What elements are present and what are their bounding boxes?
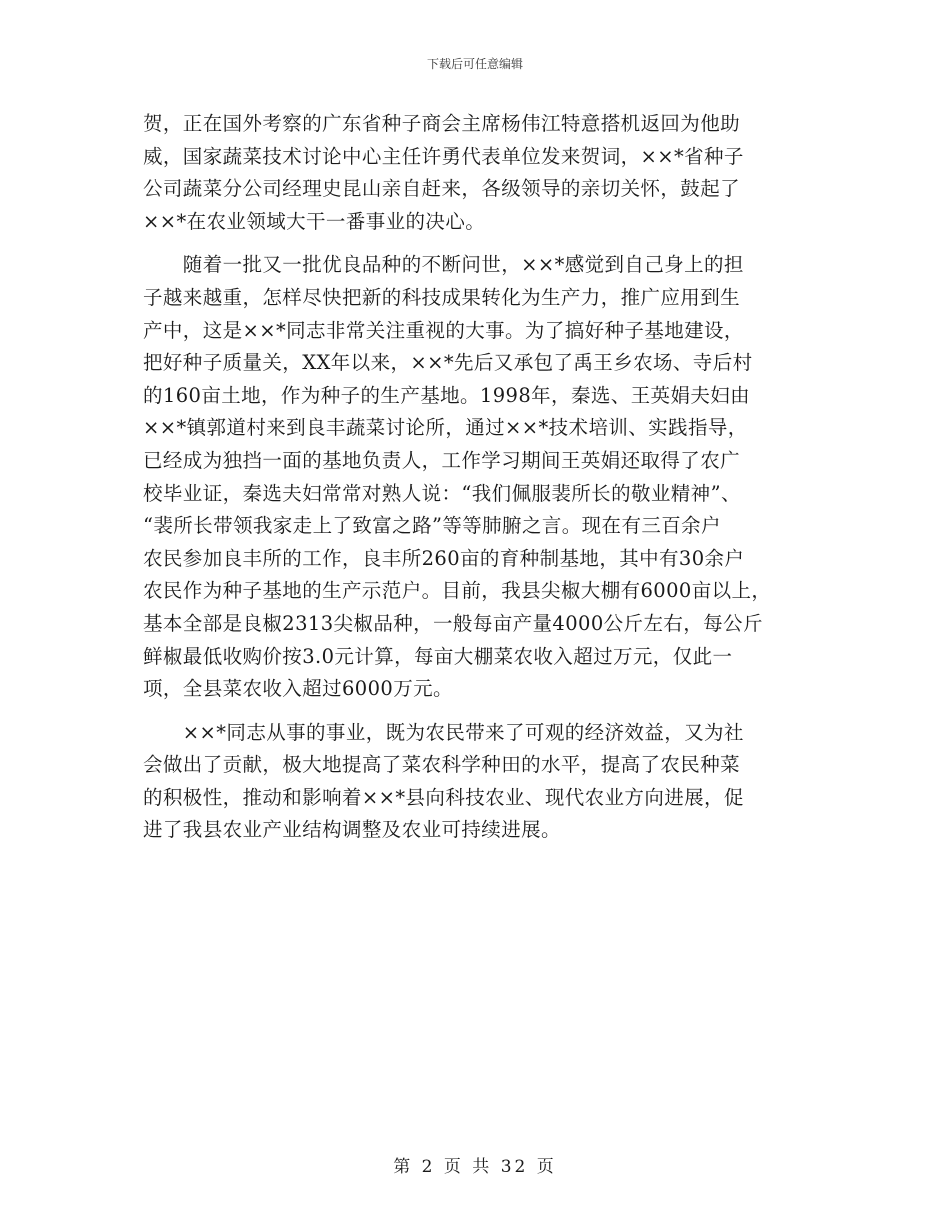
text-line: 农民作为种子基地的生产示范户。目前，我县尖椒大棚有6000亩以上，: [143, 579, 772, 603]
page-number-footer: 第 2 页 共 32 页: [393, 1157, 557, 1177]
paragraph-spacer: [143, 706, 807, 717]
page-header: 下载后可任意编辑: [426, 57, 523, 71]
text-line: 公司蔬菜分公司经理史昆山亲自赶来，各级领导的亲切关怀，鼓起了: [143, 177, 741, 201]
paragraph-spacer: [143, 238, 807, 249]
text-line: “裴所长带领我家走上了致富之路”等等肺腑之言。现在有三百余户: [143, 514, 721, 538]
text-line: 鲜椒最低收购价按3.0元计算，每亩大棚菜农收入超过万元，仅此一: [143, 644, 733, 668]
document-body: [143, 108, 807, 847]
paragraph-3: [143, 717, 807, 847]
text-line: 项，全县菜农收入超过6000万元。: [143, 677, 453, 701]
text-line: ××*在农业领域大干一番事业的决心。: [143, 209, 486, 233]
text-line: 的160亩土地，作为种子的生产基地。1998年，秦选、王英娟夫妇由: [143, 383, 751, 407]
text-line: 贺，正在国外考察的广东省种子商会主席杨伟江特意搭机返回为他助: [143, 112, 741, 135]
text-line: 把好种子质量关，XX年以来，××*先后又承包了禹王乡农场、寺后村: [143, 351, 753, 375]
text-line: 产中，这是××*同志非常关注重视的大事。为了搞好种子基地建设，: [143, 318, 744, 342]
text-line: 农民参加良丰所的工作，良丰所260亩的育种制基地，其中有30余户: [143, 546, 745, 570]
text-line: 的积极性，推动和影响着××*县向科技农业、现代农业方向进展，促: [143, 785, 744, 809]
text-line: 威，国家蔬菜技术讨论中心主任许勇代表单位发来贺词，××*省种子: [143, 144, 744, 168]
text-line: 基本全部是良椒2313尖椒品种，一般每亩产量4000公斤左右，每公斤: [143, 611, 763, 635]
text-line: 随着一批又一批优良品种的不断问世，××*感觉到自己身上的担: [143, 253, 744, 277]
text-line: ××*镇郭道村来到良丰蔬菜讨论所，通过××*技术培训、实践指导，: [143, 416, 748, 440]
text-line: 进了我县农业产业结构调整及农业可持续进展。: [143, 818, 561, 842]
text-line: 会做出了贡献，极大地提高了菜农科学种田的水平，提高了农民种菜: [143, 753, 741, 777]
paragraph-1: [143, 108, 807, 238]
paragraph-2: [143, 249, 807, 705]
text-line: 子越来越重，怎样尽快把新的科技成果转化为生产力，推广应用到生: [143, 285, 741, 309]
text-line: 校毕业证，秦选夫妇常常对熟人说：“我们佩服裴所长的敬业精神”、: [143, 481, 741, 505]
text-line: 已经成为独挡一面的基地负责人，工作学习期间王英娟还取得了农广: [143, 448, 741, 472]
text-line: ××*同志从事的事业，既为农民带来了可观的经济效益，又为社: [143, 720, 744, 744]
